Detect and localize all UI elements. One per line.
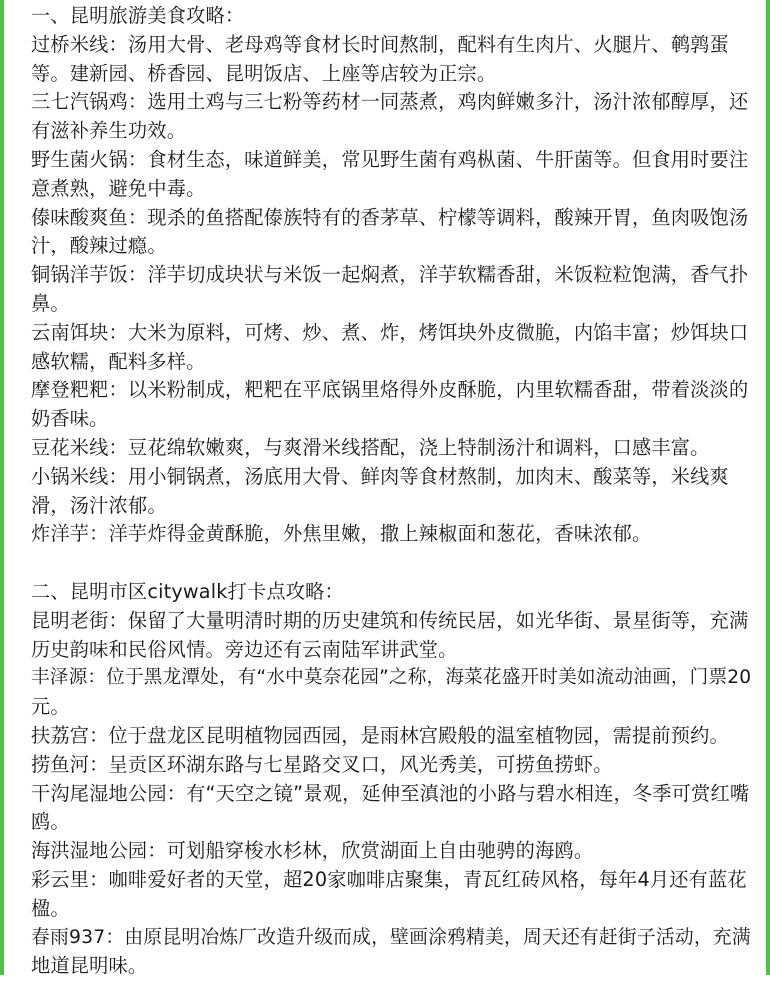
citywalk-line: 元。: [31, 695, 70, 719]
food-line: 鼻。: [31, 291, 70, 315]
food-line: 意煮熟，避免中毒。: [31, 176, 206, 200]
food-line: 奶香味。: [31, 407, 109, 431]
citywalk-line: 捞鱼河：呈贡区环湖东路与七星路交叉口，风光秀美，可捞鱼捞虾。: [31, 752, 613, 776]
citywalk-line: 鸥。: [31, 810, 70, 834]
food-line: 三七汽锅鸡：选用土鸡与三七粉等药材一同蒸煮，鸡肉鲜嫩多汁，汤汁浓郁醇厚，还: [31, 90, 749, 114]
food-line: 炸洋芋：洋芋炸得金黄酥脆，外焦里嫩，撒上辣椒面和葱花，香味浓郁。: [31, 522, 652, 546]
section-spacer: [31, 549, 756, 578]
food-line: 过桥米线：汤用大骨、老母鸡等食材长时间熬制，配料有生肉片、火腿片、鹌鹑蛋: [31, 32, 729, 56]
food-line: 铜锅洋芋饭：洋芋切成块状与米饭一起焖煮，洋芋软糯香甜，米饭粒粒饱满，香气扑: [31, 263, 749, 287]
food-line: 野生菌火锅：食材生态，味道鲜美，常见野生菌有鸡枞菌、牛肝菌等。但食用时要注: [31, 147, 749, 171]
citywalk-line: 干沟尾湿地公园：有“天空之镜”景观，延伸至滇池的小路与碧水相连，冬季可赏红嘴: [31, 781, 750, 805]
citywalk-line: 彩云里：咖啡爱好者的天堂，超20家咖啡店聚集，青瓦红砖风格，每年4月还有蓝花: [31, 867, 747, 891]
citywalk-line: 楹。: [31, 896, 70, 920]
citywalk-line: 历史韵味和民俗风情。旁边还有云南陆军讲武堂。: [31, 637, 458, 661]
citywalk-line: 昆明老街：保留了大量明清时期的历史建筑和传统民居，如光华街、景星街等，充满: [31, 608, 749, 632]
citywalk-line: 海洪湿地公园：可划船穿梭水杉林，欣赏湖面上自由驰骋的海鸥。: [31, 839, 594, 863]
food-line: 滑，汤汁浓郁。: [31, 493, 167, 517]
food-line: 等。建新园、桥香园、昆明饭店、上座等店较为正宗。: [31, 61, 497, 85]
article-content: [31, 2, 756, 981]
food-line: 小锅米线：用小铜锅煮，汤底用大骨、鲜肉等食材熬制，加肉末、酸菜等，米线爽: [31, 464, 729, 488]
citywalk-line: 扶荔宫：位于盘龙区昆明植物园西园，是雨林宫殿般的温室植物园，需提前预约。: [31, 723, 729, 747]
food-line: 有滋补养生功效。: [31, 119, 187, 143]
food-line: 云南饵块：大米为原料，可烤、炒、煮、炸，烤饵块外皮微脆，内馅丰富；炒饵块口: [31, 320, 749, 344]
food-line: 汁，酸辣过瘾。: [31, 234, 167, 258]
food-line: 豆花米线：豆花绵软嫩爽，与爽滑米线搭配，浇上特制汤汁和调料，口感丰富。: [31, 435, 710, 459]
food-line: 摩登粑粑：以米粉制成，粑粑在平底锅里烙得外皮酥脆，内里软糯香甜，带着淡淡的: [31, 378, 749, 402]
citywalk-line: 春雨937：由原昆明冶炼厂改造升级而成，壁画涂鸦精美，周天还有赶街子活动，充满: [31, 926, 751, 948]
section-heading-citywalk: 二、昆明市区citywalk打卡点攻略：: [31, 579, 344, 603]
section-heading-food: 一、昆明旅游美食攻略：: [31, 4, 245, 27]
citywalk-line: 地道昆明味。: [31, 954, 148, 978]
citywalk-line: 丰泽源：位于黑龙潭处，有“水中莫奈花园”之称，海菜花盛开时美如流动油画，门票20: [31, 667, 752, 689]
food-line: 傣味酸爽鱼：现杀的鱼搭配傣族特有的香茅草、柠檬等调料，酸辣开胃，鱼肉吸饱汤: [31, 205, 749, 229]
food-line: 感软糯，配料多样。: [31, 349, 206, 373]
